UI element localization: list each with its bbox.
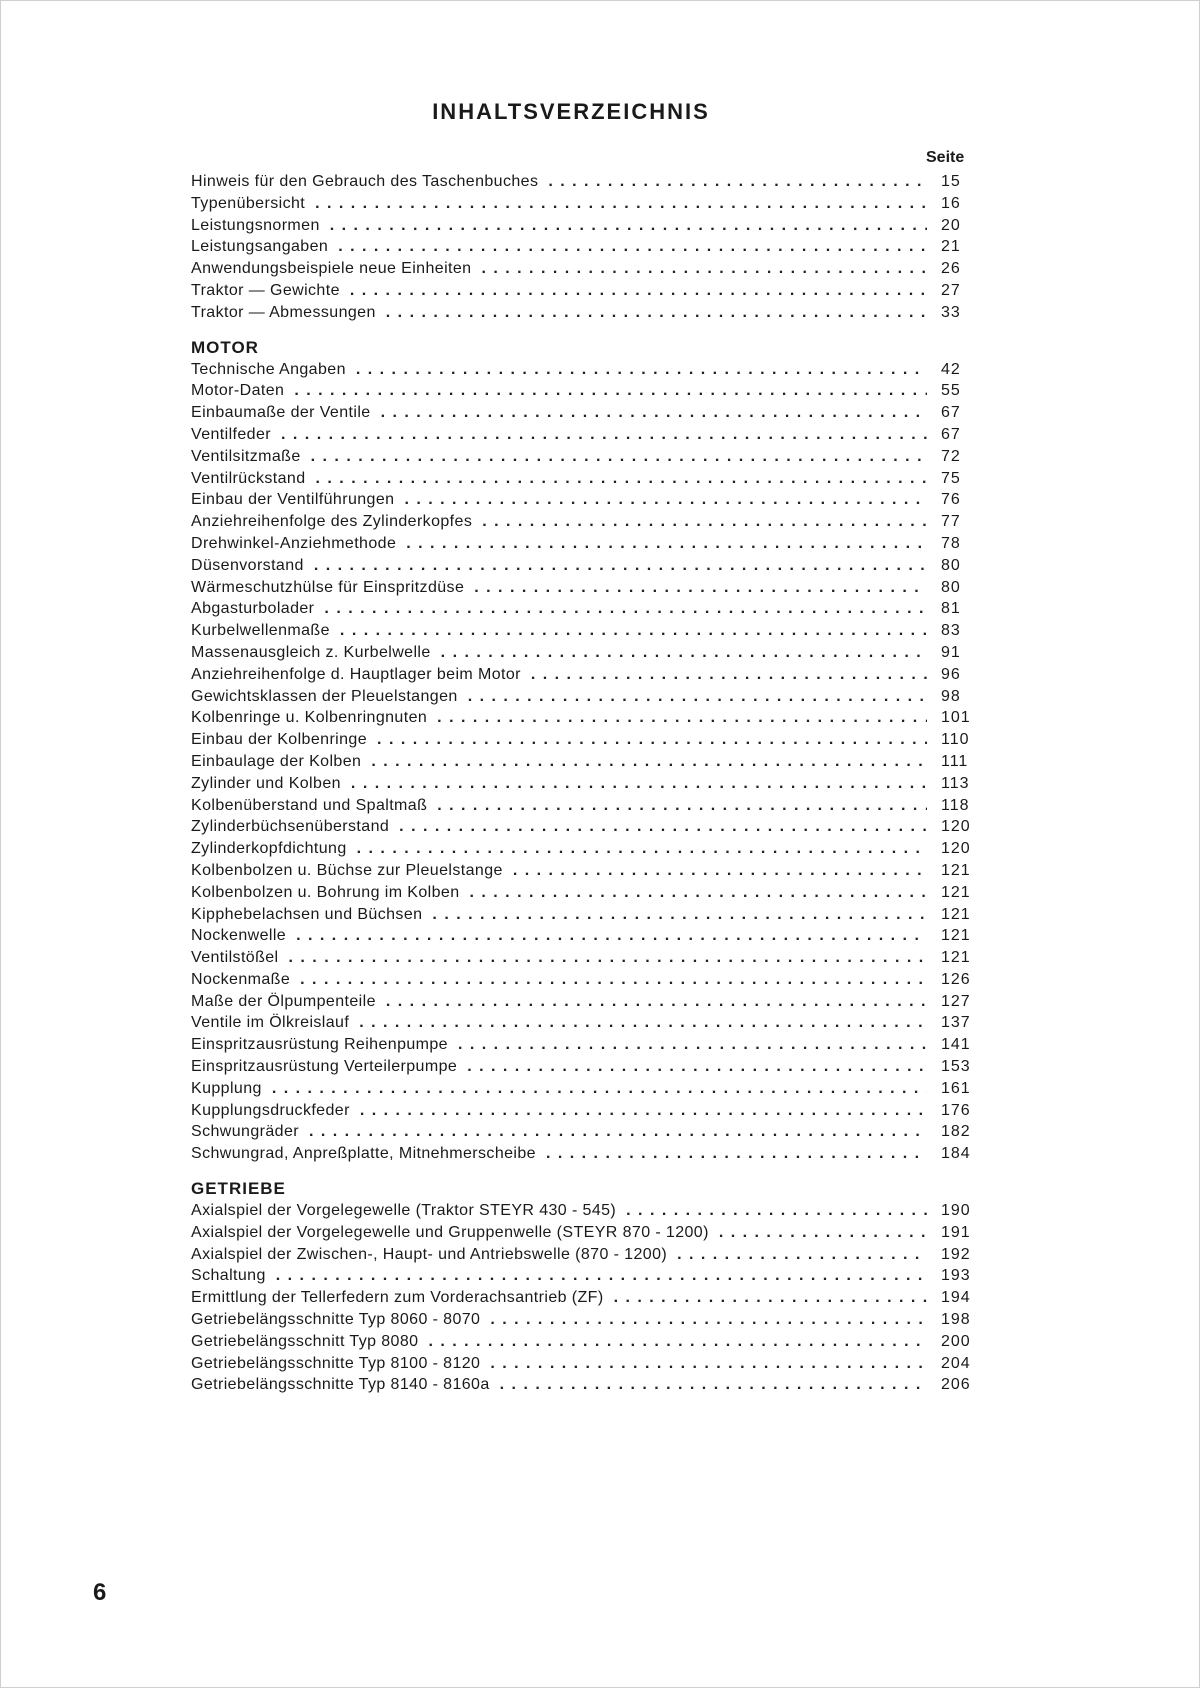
dot-leader [276, 1265, 927, 1287]
toc-entry-page: 198 [941, 1311, 971, 1329]
page-title: INHALTSVERZEICHNIS [432, 99, 710, 124]
toc-entry-label: Anwendungsbeispiele neue Einheiten [191, 260, 472, 278]
toc-entry-label: Technische Angaben [191, 360, 346, 378]
toc-entry-label: Einbaulage der Kolben [191, 752, 362, 770]
toc-entry-label: Kolbenbolzen u. Büchse zur Pleuelstange [191, 861, 503, 879]
toc-entry [191, 511, 981, 533]
toc-section [191, 171, 981, 324]
toc-entry-page: 80 [941, 578, 961, 596]
toc-entry-page: 120 [941, 840, 971, 858]
dot-leader [546, 1143, 927, 1165]
toc-entry-label: Typenübersicht [191, 194, 306, 212]
toc-entry-label: Schwungräder [191, 1123, 299, 1141]
toc-entry-page: 101 [941, 709, 971, 727]
toc-entry-page: 110 [941, 731, 970, 749]
toc-entry [191, 258, 981, 280]
toc-entry-page: 80 [941, 556, 961, 574]
toc-entry-page: 15 [941, 173, 961, 190]
toc-entry-label: Kurbelwellenmaße [191, 622, 330, 640]
toc-entry [191, 991, 981, 1013]
toc-entry [191, 1287, 981, 1309]
toc-entry-page: 200 [941, 1332, 971, 1350]
toc-entry-page: 120 [941, 818, 971, 836]
toc-entry-label: Drehwinkel-Anziehmethode [191, 534, 397, 552]
toc-entry-label: Einspritzausrüstung Verteilerpumpe [191, 1058, 458, 1076]
toc-entry-label: Axialspiel der Vorgelegewelle und Gruppenwelle (STEYR 870 - 1200) [191, 1223, 709, 1241]
toc-entry [191, 882, 981, 904]
dot-leader [614, 1287, 927, 1309]
toc-entry-page: 77 [941, 513, 961, 531]
dot-leader [360, 1100, 927, 1122]
toc-section [191, 337, 981, 1165]
toc-entry [191, 577, 981, 599]
dot-leader [719, 1222, 927, 1244]
toc-entry [191, 1100, 981, 1122]
toc-entry [191, 280, 981, 302]
toc-entry-page: 111 [941, 752, 969, 770]
toc-entry-page: 153 [941, 1058, 971, 1076]
toc-entry-page: 121 [941, 927, 971, 945]
dot-leader [468, 686, 927, 708]
dot-leader [371, 751, 927, 773]
toc-entry-page: 72 [941, 447, 961, 465]
toc-entry [191, 1353, 981, 1375]
toc-entry [191, 751, 981, 773]
dot-leader [294, 380, 927, 402]
toc-entry-label: Einbau der Kolbenringe [191, 731, 368, 749]
toc-entry [191, 795, 981, 817]
toc-entry-page: 76 [941, 491, 961, 509]
toc-entry-label: Ventilrückstand [191, 469, 306, 487]
dot-leader [386, 302, 927, 324]
toc-entry [191, 193, 981, 215]
toc-entry-page: 42 [941, 360, 961, 378]
toc-entry [191, 402, 981, 424]
toc-entry-label: Anziehreihenfolge d. Hauptlager beim Motor [191, 665, 521, 683]
toc-entry-page: 161 [941, 1079, 971, 1097]
column-header-seite: Seite [926, 149, 965, 166]
toc-entry-label: Einspritzausrüstung Reihenpumpe [191, 1036, 448, 1054]
toc-entry-page: 184 [941, 1145, 971, 1163]
dot-leader [490, 1353, 927, 1375]
toc-entry-label: Kolbenringe u. Kolbenringnuten [191, 709, 428, 727]
toc-entry-page: 98 [941, 687, 961, 705]
toc-entry-label: Düsenvorstand [191, 556, 304, 574]
toc-entry-page: 192 [941, 1245, 971, 1263]
toc-entry-label: Nockenmaße [191, 970, 291, 988]
toc-entry [191, 969, 981, 991]
dot-leader [281, 424, 927, 446]
toc-entry [191, 533, 981, 555]
toc-entry [191, 1309, 981, 1331]
toc-entry-label: Kolbenüberstand und Spaltmaß [191, 796, 428, 814]
toc-entry-label: Leistungsnormen [191, 216, 320, 234]
toc-entry-page: 121 [941, 905, 971, 923]
toc-section [191, 1178, 981, 1396]
dot-leader [314, 555, 927, 577]
toc-entry [191, 598, 981, 620]
toc-entry [191, 947, 981, 969]
toc-entry-label: Kupplung [191, 1079, 262, 1097]
toc-entry-label: Schaltung [191, 1267, 266, 1285]
toc-entry-page: 141 [941, 1036, 971, 1054]
toc-entry-page: 26 [941, 260, 961, 278]
dot-leader [356, 359, 927, 381]
toc-entry [191, 729, 981, 751]
dot-leader [359, 1012, 927, 1034]
toc-entry-label: Massenausgleich z. Kurbelwelle [191, 643, 431, 661]
dot-leader [399, 816, 927, 838]
dot-leader [386, 991, 927, 1013]
toc-entry [191, 302, 981, 324]
toc-entry-page: 55 [941, 382, 961, 400]
toc-entry [191, 1331, 981, 1353]
dot-leader [316, 468, 927, 490]
toc-entry-label: Traktor — Gewichte [191, 281, 340, 299]
dot-leader [296, 925, 927, 947]
toc-entry-label: Anziehreihenfolge des Zylinderkopfes [191, 513, 473, 531]
toc-entry-label: Zylinder und Kolben [191, 774, 341, 792]
toc-entry [191, 446, 981, 468]
toc-entry [191, 816, 981, 838]
toc-entry-label: Einbaumaße der Ventile [191, 404, 371, 422]
toc-entry [191, 171, 981, 193]
toc-entry-page: 121 [941, 883, 971, 901]
toc-entry [191, 1200, 981, 1222]
section-title: MOTOR [191, 337, 259, 357]
dot-leader [677, 1244, 927, 1266]
toc-entry-label: Hinweis für den Gebrauch des Taschenbuches [191, 173, 539, 190]
toc-entry-page: 127 [941, 992, 971, 1010]
toc-entry [191, 1265, 981, 1287]
dot-leader [500, 1374, 927, 1396]
toc-entry [191, 1121, 981, 1143]
toc-entry [191, 236, 981, 258]
dot-leader [482, 511, 927, 533]
toc-entry-label: Getriebelängsschnitt Typ 8080 [191, 1332, 419, 1350]
dot-leader [406, 533, 927, 555]
toc-entry-page: 206 [941, 1376, 971, 1394]
dot-leader [626, 1200, 927, 1222]
toc-entry [191, 686, 981, 708]
toc-entry-label: Nockenwelle [191, 927, 287, 945]
toc-entry-label: Getriebelängsschnitte Typ 8100 - 8120 [191, 1354, 481, 1372]
dot-leader [490, 1309, 927, 1331]
dot-leader [404, 489, 927, 511]
toc-entry [191, 1374, 981, 1396]
toc-entry-label: Ventile im Ölkreislauf [191, 1014, 350, 1032]
toc-entry-page: 78 [941, 534, 961, 552]
dot-leader [289, 947, 927, 969]
dot-leader [315, 193, 927, 215]
toc-entry [191, 215, 981, 237]
dot-leader [432, 904, 927, 926]
toc-entry [191, 489, 981, 511]
dot-leader [338, 236, 927, 258]
toc-entry [191, 555, 981, 577]
toc-entry-label: Ermittlung der Tellerfedern zum Vorderachsantrieb (ZF) [191, 1289, 604, 1307]
dot-leader [548, 171, 927, 193]
toc-entry-page: 204 [941, 1354, 971, 1372]
toc-entry [191, 468, 981, 490]
dot-leader [474, 577, 927, 599]
toc-entry-page: 190 [941, 1202, 971, 1220]
toc-entry-page: 67 [941, 425, 961, 443]
toc-entry-label: Kupplungsdruckfeder [191, 1101, 350, 1119]
toc-entry-label: Axialspiel der Zwischen-, Haupt- und Antriebswelle (870 - 1200) [191, 1245, 668, 1263]
toc-entry-label: Zylinderkopfdichtung [191, 840, 347, 858]
toc-entry [191, 620, 981, 642]
toc-entry-label: Abgasturbolader [191, 600, 315, 618]
dot-leader [470, 882, 928, 904]
dot-leader [340, 620, 927, 642]
table-of-contents [191, 171, 981, 1409]
toc-entry-label: Ventilfeder [191, 425, 272, 443]
toc-entry-page: 121 [941, 861, 971, 879]
toc-entry-label: Kipphebelachsen und Büchsen [191, 905, 423, 923]
toc-entry [191, 707, 981, 729]
toc-entry-page: 137 [941, 1014, 971, 1032]
toc-entry-label: Motor-Daten [191, 382, 285, 400]
toc-entry [191, 773, 981, 795]
dot-leader [350, 280, 927, 302]
dot-leader [351, 773, 927, 795]
toc-entry-page: 96 [941, 665, 961, 683]
toc-entry-page: 176 [941, 1101, 971, 1119]
toc-entry [191, 1244, 981, 1266]
dot-leader [428, 1331, 927, 1353]
toc-entry-page: 191 [941, 1223, 971, 1241]
dot-leader [437, 707, 927, 729]
toc-entry-page: 27 [941, 281, 961, 299]
dot-leader [311, 446, 927, 468]
toc-entry-page: 21 [941, 238, 961, 256]
dot-leader [330, 215, 927, 237]
toc-entry-page: 20 [941, 216, 961, 234]
dot-leader [467, 1056, 927, 1078]
toc-entry [191, 1034, 981, 1056]
dot-leader [437, 795, 927, 817]
toc-entry-label: Ventilstößel [191, 949, 279, 967]
toc-entry-label: Schwungrad, Anpreßplatte, Mitnehmerscheibe [191, 1145, 536, 1163]
toc-entry-label: Traktor — Abmessungen [191, 303, 376, 321]
toc-entry-label: Wärmeschutzhülse für Einspritzdüse [191, 578, 465, 596]
toc-entry [191, 860, 981, 882]
toc-entry-page: 67 [941, 404, 961, 422]
toc-entry-page: 182 [941, 1123, 971, 1141]
toc-entry-page: 126 [941, 970, 971, 988]
dot-leader [481, 258, 927, 280]
toc-entry-label: Gewichtsklassen der Pleuelstangen [191, 687, 458, 705]
dot-leader [357, 838, 927, 860]
toc-entry-label: Axialspiel der Vorgelegewelle (Traktor STEYR 430 - 545) [191, 1202, 617, 1220]
dot-leader [377, 729, 927, 751]
dot-leader [309, 1121, 927, 1143]
toc-entry [191, 1222, 981, 1244]
toc-entry [191, 925, 981, 947]
page-number: 6 [93, 1579, 107, 1606]
dot-leader [441, 642, 927, 664]
toc-entry [191, 838, 981, 860]
toc-entry-page: 113 [941, 774, 970, 792]
section-title: GETRIEBE [191, 1179, 286, 1199]
toc-entry-page: 83 [941, 622, 961, 640]
toc-entry-label: Zylinderbüchsenüberstand [191, 818, 390, 836]
toc-entry-label: Einbau der Ventilführungen [191, 491, 395, 509]
toc-entry-label: Leistungsangaben [191, 238, 329, 256]
dot-leader [300, 969, 927, 991]
toc-entry [191, 1078, 981, 1100]
toc-entry-page: 91 [941, 643, 961, 661]
dot-leader [513, 860, 927, 882]
toc-entry [191, 380, 981, 402]
toc-entry-page: 193 [941, 1267, 971, 1285]
dot-leader [324, 598, 927, 620]
toc-entry-page: 194 [941, 1289, 971, 1307]
toc-entry-label: Kolbenbolzen u. Bohrung im Kolben [191, 883, 460, 901]
toc-entry-label: Ventilsitzmaße [191, 447, 301, 465]
toc-entry [191, 904, 981, 926]
toc-entry-page: 75 [941, 469, 961, 487]
toc-entry-label: Maße der Ölpumpenteile [191, 992, 376, 1010]
toc-entry-label: Getriebelängsschnitte Typ 8060 - 8070 [191, 1311, 481, 1329]
toc-entry [191, 424, 981, 446]
toc-entry [191, 642, 981, 664]
dot-leader [272, 1078, 927, 1100]
toc-entry-page: 16 [941, 194, 961, 212]
dot-leader [531, 664, 927, 686]
dot-leader [458, 1034, 927, 1056]
toc-entry-page: 33 [941, 303, 961, 321]
toc-entry-label: Getriebelängsschnitte Typ 8140 - 8160a [191, 1376, 490, 1394]
dot-leader [381, 402, 927, 424]
toc-entry-page: 81 [941, 600, 961, 618]
toc-entry-page: 118 [941, 796, 970, 814]
toc-entry [191, 1012, 981, 1034]
toc-entry [191, 1143, 981, 1165]
toc-entry [191, 664, 981, 686]
toc-entry [191, 1056, 981, 1078]
toc-entry-page: 121 [941, 949, 971, 967]
toc-entry [191, 359, 981, 381]
